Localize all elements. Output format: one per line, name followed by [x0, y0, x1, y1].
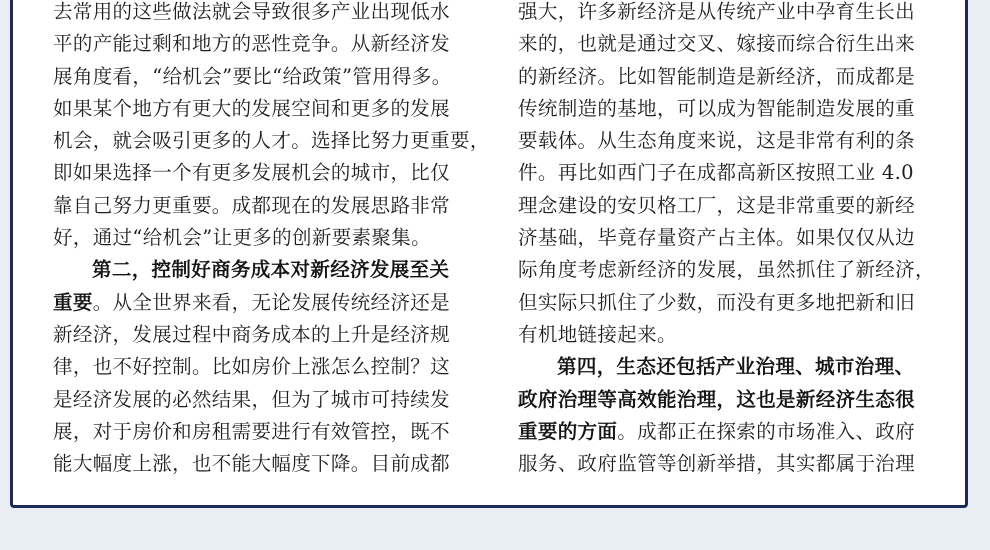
text-run: 。从全世界来看，无论发展传统经济还是 [92, 290, 451, 314]
text-run: 传统制造的基地，可以成为智能制造发展的重 [518, 96, 916, 120]
text-line [53, 93, 471, 125]
bold-text-run: 重要 [53, 290, 93, 314]
text-run: 靠自己努力更重要。成都现在的发展思路非常 [53, 193, 451, 217]
text-line [518, 190, 936, 222]
text-line [53, 416, 471, 448]
text-run: 展，对于房价和房租需要进行有效管控，既不 [53, 419, 451, 443]
bold-text-run: 第四，生态还包括产业治理、城市治理、 [557, 355, 915, 379]
text-run: 去常用的这些做法就会导致很多产业出现低水 [53, 0, 451, 23]
text-run: 能大幅度上涨，也不能大幅度下降。目前成都 [53, 452, 451, 476]
text-line [518, 254, 936, 286]
text-line [518, 222, 936, 254]
left-column [53, 0, 490, 480]
bold-text-run: 政府治理等高效能治理，这也是新经济生态很 [518, 387, 916, 411]
text-run: 如果某个地方有更大的发展空间和更多的发展 [53, 96, 451, 120]
text-line [518, 448, 936, 480]
text-line [53, 287, 471, 319]
text-line [518, 93, 936, 125]
text-line [518, 287, 936, 319]
text-run: 。成都正在探索的市场准入、政府 [617, 419, 916, 443]
text-line [53, 157, 471, 189]
text-line [53, 222, 471, 254]
text-line [53, 28, 471, 60]
text-line [53, 319, 471, 351]
text-line [518, 384, 936, 416]
text-line [518, 351, 936, 383]
text-run: 新经济，发展过程中商务成本的上升是经济规 [53, 322, 451, 346]
text-run: 有机地链接起来。 [518, 322, 677, 346]
text-line [53, 384, 471, 416]
text-line [53, 125, 490, 157]
text-run: 好，通过“给机会”让更多的创新要素聚集。 [53, 226, 431, 250]
right-column [518, 0, 936, 480]
article-frame [10, 0, 968, 508]
text-run: 强大，许多新经济是从传统产业中孕育生长出 [518, 0, 916, 23]
text-run: 是经济发展的必然结果，但为了城市可持续发 [53, 387, 451, 411]
bold-text-run: 重要的方面 [518, 419, 618, 443]
text-run: 来的，也就是通过交叉、嫁接而综合衍生出来 [518, 32, 916, 56]
text-line [518, 61, 936, 93]
text-run: 济基础，毕竟存量资产占主体。如果仅仅从边 [518, 226, 916, 250]
text-run: 的新经济。比如智能制造是新经济，而成都是 [518, 64, 916, 88]
text-run: 件。再比如西门子在成都高新区按照工业 4.0 [518, 161, 914, 185]
text-run: 机会，就会吸引更多的人才。选择比努力更重要， [53, 129, 490, 153]
text-line [53, 190, 471, 222]
text-line [518, 416, 936, 448]
text-run: 即如果选择一个有更多发展机会的城市，比仅 [53, 161, 451, 185]
text-run: 律，也不好控制。比如房价上涨怎么控制？这 [53, 355, 451, 379]
text-line [53, 448, 471, 480]
page-bottom-margin [0, 514, 990, 550]
text-run: 但实际只抓住了少数，而没有更多地把新和旧 [518, 290, 916, 314]
text-run: 理念建设的安贝格工厂，这是非常重要的新经 [518, 193, 916, 217]
text-line [518, 319, 936, 351]
text-line [518, 157, 936, 189]
text-line [53, 61, 471, 93]
text-run: 展角度看，“给机会”要比“给政策”管用得多。 [53, 64, 452, 88]
text-line [518, 125, 936, 157]
text-line [53, 254, 471, 286]
text-line [518, 0, 936, 28]
bold-text-run: 第二，控制好商务成本对新经济发展至关 [92, 258, 450, 282]
text-run: 际角度考虑新经济的发展，虽然抓住了新经济， [518, 258, 935, 282]
text-line [518, 28, 936, 60]
text-run: 服务、政府监管等创新举措，其实都属于治理 [518, 452, 916, 476]
text-line [53, 351, 471, 383]
text-line [53, 0, 471, 28]
text-run: 要载体。从生态角度来说，这是非常有利的条 [518, 129, 916, 153]
text-run: 平的产能过剩和地方的恶性竞争。从新经济发 [53, 32, 451, 56]
